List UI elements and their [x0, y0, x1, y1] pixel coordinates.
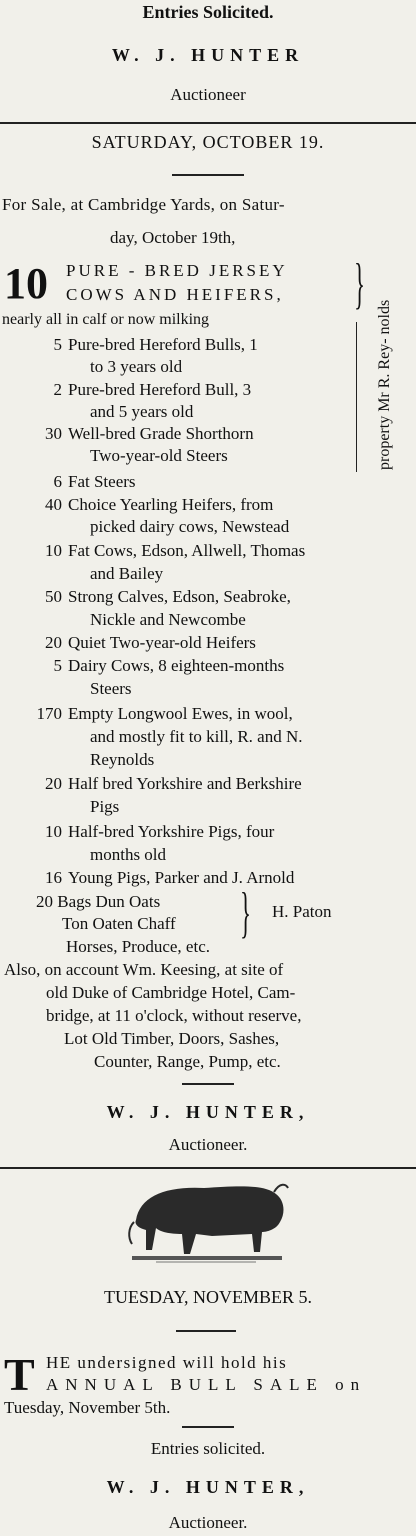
lot-quantity: 30: [45, 424, 62, 443]
sale1-intro-1: For Sale, at Cambridge Yards, on Satur-: [2, 195, 285, 214]
lot-description: and Bailey: [90, 564, 164, 583]
lot-line: [0, 336, 258, 353]
lot-description: Reynolds: [90, 750, 155, 769]
lot-line: [0, 705, 293, 722]
lot-quantity: 10: [45, 541, 62, 560]
lot-quantity: 6: [53, 472, 62, 491]
also-line-4: Lot Old Timber, Doors, Sashes,: [64, 1029, 280, 1048]
lot-quantity: 10: [45, 822, 62, 841]
lot-line: [0, 565, 163, 582]
lot-description: Pure-bred Hereford Bull, 3: [68, 380, 252, 399]
lot-quantity: 40: [45, 495, 62, 514]
lot-line: [0, 403, 193, 420]
jersey-line-3: nearly all in calf or now milking: [2, 311, 210, 328]
lot-description: picked dairy cows, Newstead: [90, 517, 290, 536]
lot-description: and mostly fit to kill, R. and N.: [90, 727, 303, 746]
lot-description: Pigs: [90, 797, 120, 816]
lot-description: Empty Longwool Ewes, in wool,: [68, 704, 293, 723]
lot-line: [0, 425, 254, 442]
lot-quantity: 20: [45, 774, 62, 793]
sale2-date: TUESDAY, NOVEMBER 5.: [103, 1287, 313, 1307]
bull-sale-line-3: Tuesday, November 5th.: [4, 1398, 171, 1417]
auctioneer-role-top: Auctioneer: [170, 85, 246, 104]
lot-line: [0, 473, 136, 490]
lot-description: Fat Steers: [68, 472, 136, 491]
lot-line: [0, 823, 274, 840]
lot-description: Dairy Cows, 8 eighteen-months: [68, 656, 285, 675]
oats-owner: H. Paton: [272, 902, 332, 921]
lot-description: to 3 years old: [90, 357, 183, 376]
lot-line: [0, 728, 303, 745]
lot-quantity: 170: [36, 704, 62, 723]
auctioneer-name-sale1: W. J. HUNTER,: [106, 1102, 310, 1122]
oats-line-1: 20 Bags Dun Oats: [36, 892, 161, 911]
entries-solicited-bottom: Entries solicited.: [150, 1439, 266, 1458]
lot-line: [0, 358, 182, 375]
lot-description: Two-year-old Steers: [90, 446, 228, 465]
horses-line: Horses, Produce, etc.: [66, 937, 210, 956]
lot-line: [0, 751, 154, 768]
also-line-2: old Duke of Cambridge Hotel, Cam-: [46, 983, 296, 1002]
lot-line: [0, 588, 291, 605]
jersey-brace: }: [354, 253, 365, 315]
lot-description: Half bred Yorkshire and Berkshire: [68, 774, 302, 793]
entries-solicited-top: Entries Solicited.: [142, 2, 274, 22]
lot-description: Strong Calves, Edson, Seabroke,: [68, 587, 291, 606]
lot-line: [0, 798, 119, 815]
lot-description: Young Pigs, Parker and J. Arnold: [68, 868, 295, 887]
also-line-5: Counter, Range, Pump, etc.: [94, 1052, 281, 1071]
jersey-line-2: COWS AND HEIFERS,: [66, 285, 284, 304]
lot-line: [0, 381, 251, 398]
drop-cap: T: [4, 1349, 35, 1400]
lot-line: [0, 496, 273, 513]
bull-sale-line-2: ANNUAL BULL SALE on: [46, 1375, 367, 1394]
lot-description: Nickle and Newcombe: [90, 610, 246, 629]
jersey-line-1: PURE - BRED JERSEY: [66, 261, 288, 280]
divider-top: [0, 122, 416, 124]
lot-line: [0, 775, 302, 792]
sale2-rule: [182, 1426, 234, 1428]
sale1-intro-2: day, October 19th,: [110, 228, 236, 247]
lot-line: [0, 657, 284, 674]
also-line-1: Also, on account Wm. Keesing, at site of: [4, 960, 284, 979]
lot-quantity: 20: [45, 633, 62, 652]
jersey-quantity: 10: [4, 259, 48, 308]
lot-description: Quiet Two-year-old Heifers: [68, 633, 256, 652]
lot-description: Fat Cows, Edson, Allwell, Thomas: [68, 541, 306, 560]
lot-line: [0, 518, 289, 535]
lot-line: [0, 611, 246, 628]
oats-brace: }: [240, 882, 251, 944]
divider-middle: [0, 1167, 416, 1169]
auctioneer-name-bottom: W. J. HUNTER,: [106, 1477, 310, 1497]
lot-description: Half-bred Yorkshire Pigs, four: [68, 822, 275, 841]
sale1-date: SATURDAY, OCTOBER 19.: [91, 132, 325, 152]
lot-quantity: 5: [53, 656, 62, 675]
lot-quantity: 2: [53, 380, 62, 399]
also-line-3: bridge, at 11 o'clock, without reserve,: [46, 1006, 302, 1025]
lot-quantity: 16: [45, 868, 62, 887]
lot-description: Choice Yearling Heifers, from: [68, 495, 274, 514]
bull-illustration: [126, 1172, 290, 1272]
lot-quantity: 5: [53, 335, 62, 354]
auctioneer-role-bottom: Auctioneer.: [168, 1513, 248, 1532]
lot-line: [0, 846, 166, 863]
lot-line: [0, 634, 256, 651]
lot-quantity: 50: [45, 587, 62, 606]
lot-description: and 5 years old: [90, 402, 194, 421]
sale1-date-rule: [172, 174, 244, 176]
property-bracket: [356, 322, 357, 472]
lot-line: [0, 542, 305, 559]
lot-description: Steers: [90, 679, 132, 698]
lot-line: [0, 447, 228, 464]
sale1-end-rule: [182, 1083, 234, 1085]
lot-line: [0, 680, 132, 697]
bull-sale-line-1: HE undersigned will hold his: [46, 1353, 288, 1372]
lot-description: Well-bred Grade Shorthorn: [68, 424, 254, 443]
lot-description: months old: [90, 845, 167, 864]
property-note: property Mr R. Rey- nolds: [376, 299, 393, 470]
auctioneer-role-sale1: Auctioneer.: [168, 1135, 248, 1154]
sale2-date-rule: [176, 1330, 236, 1332]
lot-description: Pure-bred Hereford Bulls, 1: [68, 335, 258, 354]
auctioneer-name-top: W. J. HUNTER: [111, 45, 305, 65]
oats-line-2: Ton Oaten Chaff: [62, 914, 176, 933]
